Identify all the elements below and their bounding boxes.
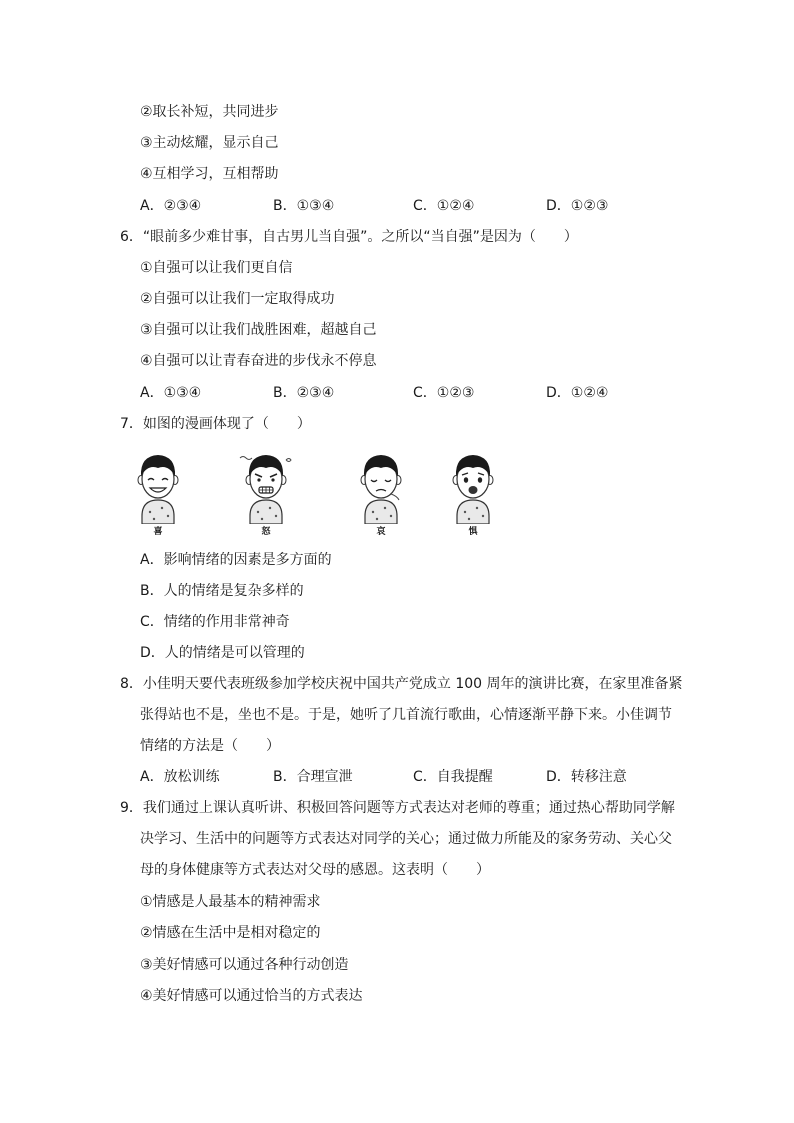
angry-face-icon bbox=[236, 450, 296, 524]
q5-option-a: A．②③④ bbox=[140, 198, 202, 214]
q7-option-d: D．人的情绪是可以管理的 bbox=[140, 645, 305, 661]
angry-face-illustration bbox=[236, 450, 296, 538]
q5-statement-4: ④互相学习，互相帮助 bbox=[140, 166, 279, 182]
face-label-scared: 惧 bbox=[468, 527, 478, 537]
q5-option-b: B．①③④ bbox=[273, 198, 335, 214]
scared-face-illustration bbox=[443, 450, 503, 538]
q6-option-a: A．①③④ bbox=[140, 385, 202, 401]
q9-stem-line-1: 9．我们通过上课认真听讲、积极回答问题等方式表达对老师的尊重；通过热心帮助同学解 bbox=[120, 800, 675, 816]
q7-option-b: B．人的情绪是复杂多样的 bbox=[140, 583, 304, 599]
q8-option-b: B．合理宣泄 bbox=[273, 769, 353, 785]
q6-statement-3: ③自强可以让我们战胜困难，超越自己 bbox=[140, 322, 377, 338]
q6-statement-1: ①自强可以让我们更自信 bbox=[140, 260, 293, 276]
face-label-sad: 哀 bbox=[376, 527, 386, 537]
q8-option-d: D．转移注意 bbox=[546, 769, 627, 785]
q8-stem-line-2: 张得站也不是，坐也不是。于是，她听了几首流行歌曲，心情逐渐平静下来。小佳调节 bbox=[140, 707, 672, 723]
q8-option-c: C．自我提醒 bbox=[413, 769, 493, 785]
q7-option-c: C．情绪的作用非常神奇 bbox=[140, 614, 290, 630]
q9-stem-line-3: 母的身体健康等方式表达对父母的感恩。这表明（ ） bbox=[140, 862, 490, 878]
q6-option-b: B．②③④ bbox=[273, 385, 335, 401]
happy-face-illustration bbox=[128, 450, 188, 538]
q9-statement-3: ③美好情感可以通过各种行动创造 bbox=[140, 957, 349, 973]
q5-statement-2: ②取长补短，共同进步 bbox=[140, 104, 279, 120]
q6-statement-4: ④自强可以让青春奋进的步伐永不停息 bbox=[140, 353, 377, 369]
sad-face-icon bbox=[351, 450, 411, 524]
q9-stem-line-2: 决学习、生活中的问题等方式表达对同学的关心；通过做力所能及的家务劳动、关心父 bbox=[140, 831, 672, 847]
q5-option-c: C．①②④ bbox=[413, 198, 475, 214]
q6-stem: 6．“眼前多少难甘事，自古男儿当自强”。之所以“当自强”是因为（ ） bbox=[120, 229, 578, 245]
q6-option-d: D．①②④ bbox=[546, 385, 609, 401]
q7-option-a: A．影响情绪的因素是多方面的 bbox=[140, 552, 332, 568]
face-label-happy: 喜 bbox=[153, 527, 163, 537]
q9-statement-4: ④美好情感可以通过恰当的方式表达 bbox=[140, 988, 363, 1004]
q9-statement-1: ①情感是人最基本的精神需求 bbox=[140, 894, 321, 910]
q5-option-d: D．①②③ bbox=[546, 198, 609, 214]
scared-face-icon bbox=[443, 450, 503, 524]
sad-face-illustration bbox=[351, 450, 411, 538]
q6-option-c: C．①②③ bbox=[413, 385, 475, 401]
emotion-cartoon bbox=[128, 450, 508, 538]
q8-option-a: A．放松训练 bbox=[140, 769, 220, 785]
q9-statement-2: ②情感在生活中是相对稳定的 bbox=[140, 925, 321, 941]
q5-statement-3: ③主动炫耀，显示自己 bbox=[140, 135, 279, 151]
q7-stem: 7．如图的漫画体现了（ ） bbox=[120, 416, 311, 432]
q8-stem-line-1: 8．小佳明天要代表班级参加学校庆祝中国共产党成立 100 周年的演讲比赛，在家里准备紧 bbox=[120, 676, 683, 692]
happy-face-icon bbox=[128, 450, 188, 524]
face-label-angry: 怒 bbox=[261, 527, 271, 537]
q6-statement-2: ②自强可以让我们一定取得成功 bbox=[140, 291, 335, 307]
q8-stem-line-3: 情绪的方法是（ ） bbox=[140, 738, 280, 754]
